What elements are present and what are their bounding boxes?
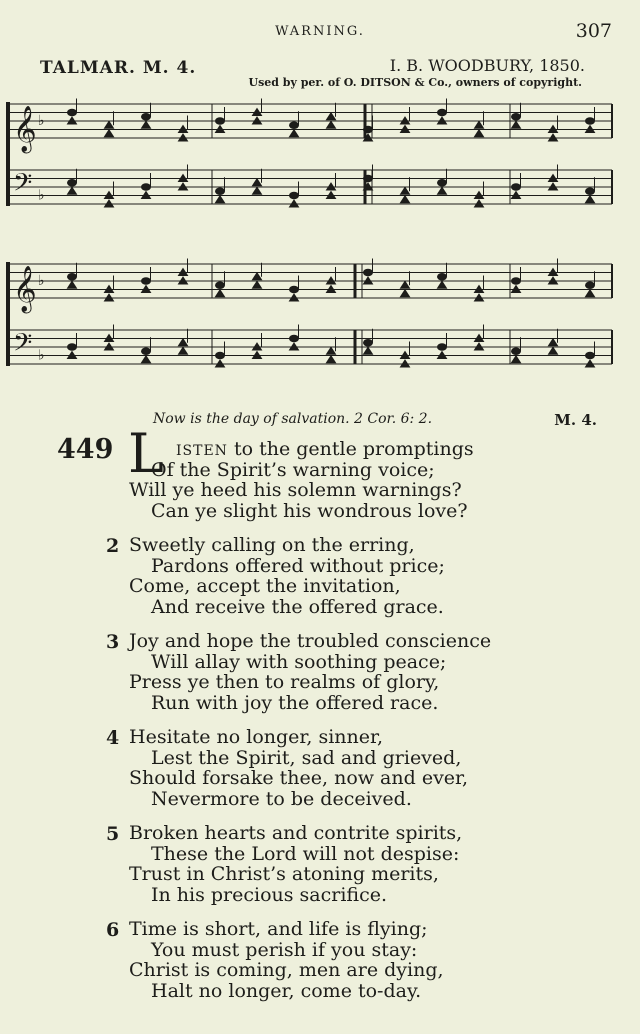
note-head <box>586 290 595 297</box>
verse-6-line-1: Time is short, and life is flying; <box>129 918 428 940</box>
verse-6-line-3: Christ is coming, men are dying, <box>129 959 444 981</box>
flat-sign: ♭ <box>38 187 45 204</box>
note-head <box>68 109 77 116</box>
note-head <box>438 109 447 116</box>
note-head <box>68 179 77 186</box>
note-head <box>179 339 188 346</box>
first-line-rest: to the gentle promptings <box>233 438 474 460</box>
note-head <box>68 344 77 351</box>
verse-4-line-3: Should forsake thee, now and ever, <box>129 767 469 789</box>
note-head <box>327 113 336 120</box>
note-head <box>438 273 447 280</box>
note-head <box>512 113 521 120</box>
verse-3-line-2: Will allay with soothing peace; <box>151 650 447 673</box>
note-head <box>253 281 262 288</box>
note-head <box>290 335 299 342</box>
verse-5-line-1: Broken hearts and contrite spirits, <box>129 822 463 844</box>
verse-1-line-4: Can ye slight his wondrous love? <box>151 499 468 522</box>
note-head <box>179 347 188 354</box>
bass-clef: 𝄢 <box>13 168 33 204</box>
verse-number: 3 <box>106 631 120 653</box>
note-head <box>290 192 299 199</box>
note-head <box>327 356 336 363</box>
verse-2-line-2: Pardons offered without price; <box>151 554 445 577</box>
note-head <box>364 126 373 133</box>
note-head <box>142 348 151 355</box>
note-head <box>68 273 77 280</box>
verse-2-line-1: Sweetly calling on the erring, <box>129 534 415 556</box>
note-head <box>438 281 447 288</box>
note-head <box>105 130 114 137</box>
verse-1-line-1 <box>176 439 474 461</box>
note-head <box>364 339 373 346</box>
note-head <box>512 121 521 128</box>
verse-4-line-4: Nevermore to be deceived. <box>151 787 412 810</box>
note-head <box>142 113 151 120</box>
note-head <box>586 282 595 289</box>
note-head <box>549 347 558 354</box>
note-head <box>216 282 225 289</box>
note-head <box>290 286 299 293</box>
copyright-notice: Used by per. of O. DITSON & Co., owners of copyright. <box>248 76 582 89</box>
note-head <box>512 278 521 285</box>
first-word-rest: ISTEN <box>176 443 228 459</box>
note-head <box>142 121 151 128</box>
note-head <box>142 356 151 363</box>
note-head <box>586 188 595 195</box>
note-head <box>364 175 373 182</box>
verse-3-line-4: Run with joy the offered race. <box>151 691 439 714</box>
verse-5-line-4: In his precious sacrifice. <box>151 883 388 906</box>
note-head <box>401 196 410 203</box>
note-head <box>216 196 225 203</box>
note-head <box>105 121 114 128</box>
note-head <box>253 187 262 194</box>
hymn-meter: M. 4. <box>554 411 597 429</box>
note-head <box>512 184 521 191</box>
scripture-reference: Now is the day of salvation. 2 Cor. 6: 2. <box>153 411 433 427</box>
verse-1-line-2: Of the Spirit’s warning voice; <box>151 458 435 481</box>
note-head <box>253 179 262 186</box>
verse-3-line-1: Joy and hope the troubled conscience <box>129 630 492 652</box>
verse-2-line-3: Come, accept the invitation, <box>129 575 401 597</box>
note-head <box>253 273 262 280</box>
note-head <box>438 179 447 186</box>
flat-sign: ♭ <box>38 273 45 289</box>
verse-number: 4 <box>106 727 120 749</box>
note-head <box>438 344 447 351</box>
drop-cap: L <box>128 422 164 485</box>
composer-credit: I. B. WOODBURY, 1850. <box>389 56 585 75</box>
note-head <box>142 184 151 191</box>
note-head <box>216 352 225 359</box>
tune-name: TALMAR. M. 4. <box>40 58 197 78</box>
verse-number: 6 <box>106 919 120 941</box>
verse-5-line-3: Trust in Christ’s atoning merits, <box>129 863 439 885</box>
note-head <box>475 130 484 137</box>
note-head <box>401 290 410 297</box>
music-score <box>0 0 640 400</box>
verse-5-line-2: These the Lord will not despise: <box>151 842 460 865</box>
note-head <box>327 347 336 354</box>
note-head <box>401 187 410 194</box>
flat-sign: ♭ <box>38 347 45 364</box>
note-head <box>512 348 521 355</box>
verse-number: 5 <box>106 823 120 845</box>
note-head <box>216 118 225 125</box>
note-head <box>364 269 373 276</box>
treble-clef: 𝄞 <box>13 266 37 312</box>
note-head <box>475 121 484 128</box>
verse-1-line-3: Will ye heed his solemn warnings? <box>129 479 462 501</box>
verse-3-line-3: Press ye then to realms of glory, <box>129 671 440 693</box>
verse-6-line-4: Halt no longer, come to-day. <box>151 979 422 1002</box>
bass-clef: 𝄢 <box>13 328 33 364</box>
flat-sign: ♭ <box>38 113 45 129</box>
note-head <box>549 339 558 346</box>
note-head <box>290 122 299 129</box>
hymn-number: 449 <box>57 434 114 465</box>
page-number: 307 <box>575 20 612 42</box>
verse-4-line-2: Lest the Spirit, sad and grieved, <box>151 746 462 769</box>
note-head <box>586 118 595 125</box>
verse-2-line-4: And receive the offered grace. <box>151 595 444 618</box>
note-head <box>586 352 595 359</box>
verse-6-line-2: You must perish if you stay: <box>151 938 418 961</box>
note-head <box>142 278 151 285</box>
note-head <box>68 281 77 288</box>
note-head <box>68 187 77 194</box>
treble-clef: 𝄞 <box>13 106 37 152</box>
note-head <box>327 121 336 128</box>
note-head <box>586 196 595 203</box>
running-header-title: WARNING. <box>275 24 365 39</box>
verse-number: 2 <box>106 535 120 557</box>
note-head <box>364 347 373 354</box>
verse-4-line-1: Hesitate no longer, sinner, <box>129 726 384 748</box>
note-head <box>216 290 225 297</box>
note-head <box>438 187 447 194</box>
note-head <box>401 281 410 288</box>
note-head <box>290 130 299 137</box>
note-head <box>216 188 225 195</box>
note-head <box>512 356 521 363</box>
